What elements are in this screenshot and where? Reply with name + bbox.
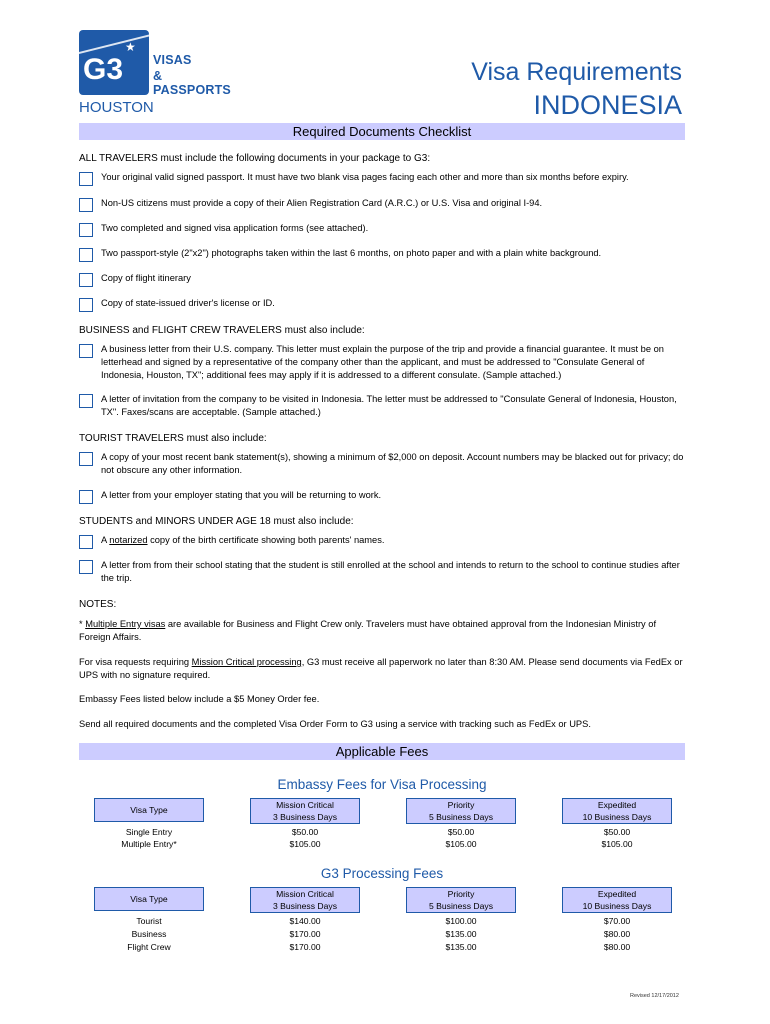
fee-value: $105.00 (445, 839, 477, 849)
g3-col-header: Mission Critical 3 Business Days (250, 887, 360, 913)
note-mission-critical: For visa requests requiring Mission Critical processing, G3 must receive all paperwork no later than 8:30 AM. Please send documents via FedEx or UPS with no signature required. (79, 657, 683, 680)
fee-value: $105.00 (601, 839, 633, 849)
checkbox[interactable] (79, 198, 93, 212)
g3-type-header: Visa Type (94, 887, 204, 911)
logo-line1: VISAS (153, 53, 192, 67)
checkbox[interactable] (79, 298, 93, 312)
checkbox[interactable] (79, 344, 93, 358)
table-row-label: Flight Crew (127, 942, 171, 952)
g3-col-header: Priority 5 Business Days (406, 887, 516, 913)
table-row-label: Single Entry (125, 827, 173, 837)
note-multiple-entry: * Multiple Entry visas are available for Business and Flight Crew only. Travelers must have obtained approval from the Indonesian Ministry of Foreign Affairs. (79, 619, 657, 642)
table-row-label: Business (131, 929, 167, 939)
embassy-type-header: Visa Type (94, 798, 204, 822)
fee-value: $170.00 (289, 942, 321, 952)
all-travelers-heading: ALL TRAVELERS must include the following documents in your package to G3: (79, 153, 431, 164)
checkbox[interactable] (79, 535, 93, 549)
fee-value: $50.00 (291, 827, 319, 837)
fee-value: $105.00 (289, 839, 321, 849)
fee-value: $70.00 (603, 916, 631, 926)
page-subtitle: INDONESIA (533, 90, 682, 120)
revised-date: Revised 12/17/2012 (630, 993, 679, 999)
checkbox[interactable] (79, 172, 93, 186)
checklist-band: Required Documents Checklist (79, 123, 685, 140)
fee-value: $100.00 (445, 916, 477, 926)
checkbox[interactable] (79, 248, 93, 262)
fee-value: $135.00 (445, 929, 477, 939)
notes-heading: NOTES: (79, 599, 117, 610)
g3-fees-title: G3 Processing Fees (320, 866, 444, 881)
tourist-heading: TOURIST TRAVELERS must also include: (79, 433, 267, 444)
students-heading: STUDENTS and MINORS UNDER AGE 18 must also include: (79, 516, 354, 527)
fee-value: $170.00 (289, 929, 321, 939)
embassy-col-header: Mission Critical 3 Business Days (250, 798, 360, 824)
g3-col-header: Expedited 10 Business Days (562, 887, 672, 913)
star-icon: ★ (125, 40, 136, 54)
checkbox[interactable] (79, 490, 93, 504)
logo-text: G3 (83, 53, 124, 86)
business-heading: BUSINESS and FLIGHT CREW TRAVELERS must also include: (79, 325, 365, 336)
fee-value: $80.00 (603, 942, 631, 952)
office-name: HOUSTON (79, 99, 154, 116)
table-row-label: Multiple Entry* (121, 839, 177, 849)
page-title: Visa Requirements (471, 58, 682, 86)
checkbox[interactable] (79, 560, 93, 574)
fee-value: $80.00 (603, 929, 631, 939)
fees-band: Applicable Fees (79, 743, 685, 760)
notarized-text: notarized (109, 535, 148, 545)
table-row-label: Tourist (136, 916, 162, 926)
embassy-col-header: Priority 5 Business Days (406, 798, 516, 824)
g3-logo-mark (79, 30, 149, 95)
fee-value: $140.00 (289, 916, 321, 926)
checkbox[interactable] (79, 394, 93, 408)
fee-value: $135.00 (445, 942, 477, 952)
note-embassy-fees: Embassy Fees listed below include a $5 Money Order fee. (79, 694, 320, 704)
checkbox[interactable] (79, 452, 93, 466)
note-send-documents: Send all required documents and the completed Visa Order Form to G3 using a service with tracking such as FedEx or UPS. (79, 719, 591, 729)
checkbox[interactable] (79, 223, 93, 237)
logo-line2: & PASSPORTS (153, 69, 231, 97)
fee-value: $50.00 (447, 827, 475, 837)
embassy-col-header: Expedited 10 Business Days (562, 798, 672, 824)
embassy-fees-title: Embassy Fees for Visa Processing (277, 777, 487, 792)
checkbox[interactable] (79, 273, 93, 287)
fee-value: $50.00 (603, 827, 631, 837)
